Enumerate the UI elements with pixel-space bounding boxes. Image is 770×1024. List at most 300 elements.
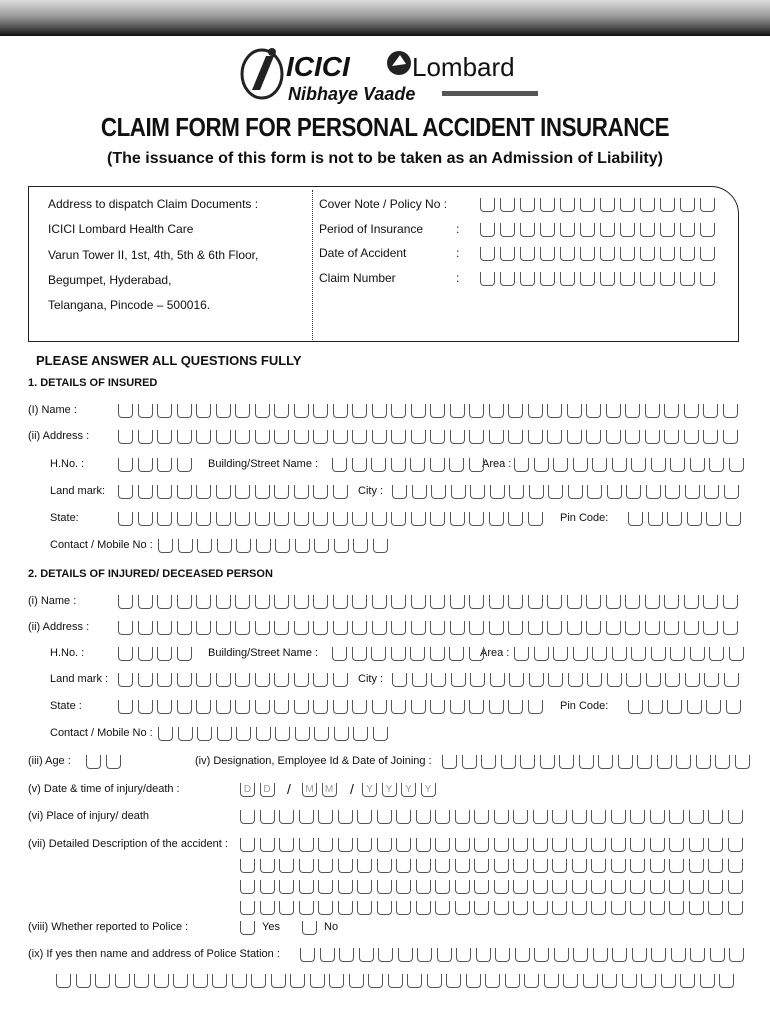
s2-pin-box[interactable] [667,700,682,714]
s2-station-box[interactable] [320,948,335,962]
s1-contact-box[interactable] [197,539,212,553]
s1-contact-box[interactable] [256,539,271,553]
s2-contact-box[interactable] [275,727,290,741]
s2-place-box[interactable] [591,810,606,824]
s2-name-box[interactable] [586,595,601,609]
s2-address-box[interactable] [118,621,133,635]
s1-name-box[interactable] [118,404,133,418]
s1-name-box[interactable] [391,404,406,418]
s1-address-box[interactable] [547,430,562,444]
policy-number-box[interactable] [580,198,595,212]
s2-state-box[interactable] [294,700,309,714]
s2-place-box[interactable] [572,810,587,824]
s1-address-box[interactable] [489,430,504,444]
s2-address-box[interactable] [508,621,523,635]
s1-state-box[interactable] [294,512,309,526]
s2-station-2-box[interactable] [56,974,71,988]
s2-description-4-box[interactable] [611,901,626,915]
s2-name-box[interactable] [528,595,543,609]
s2-place-box[interactable] [533,810,548,824]
s2-description-2-box[interactable] [338,859,353,873]
s2-description-3-box[interactable] [279,880,294,894]
s2-name-box[interactable] [703,595,718,609]
date-accident-box[interactable] [620,247,635,261]
s2-description-4-box[interactable] [338,901,353,915]
s2-state-box[interactable] [352,700,367,714]
s1-area-box[interactable] [670,458,685,472]
s2-description-4-box[interactable] [630,901,645,915]
s2-description-1-box[interactable] [416,838,431,852]
s2-description-2-box[interactable] [279,859,294,873]
s2-city-box[interactable] [587,673,602,687]
s2-station-2-box[interactable] [466,974,481,988]
s1-name-box[interactable] [138,404,153,418]
s2-address-box[interactable] [703,621,718,635]
s2-state-box[interactable] [508,700,523,714]
s2-name-box[interactable] [489,595,504,609]
s2-description-2-box[interactable] [357,859,372,873]
s1-address-box[interactable] [450,430,465,444]
s1-contact-box[interactable] [353,539,368,553]
s2-state-box[interactable] [450,700,465,714]
s2-station-2-box[interactable] [349,974,364,988]
s2-description-1-box[interactable] [474,838,489,852]
s1-city-box[interactable] [607,485,622,499]
s2-description-2-box[interactable] [435,859,450,873]
s1-name-box[interactable] [489,404,504,418]
s2-description-4-box[interactable] [591,901,606,915]
s2-station-2-box[interactable] [407,974,422,988]
s1-state-box[interactable] [430,512,445,526]
s2-pin-box[interactable] [648,700,663,714]
s2-designation-box[interactable] [696,755,711,769]
s2-description-1-box[interactable] [572,838,587,852]
s2-area-box[interactable] [651,647,666,661]
s2-name-box[interactable] [216,595,231,609]
s1-name-box[interactable] [352,404,367,418]
s2-contact-box[interactable] [217,727,232,741]
s2-state-box[interactable] [489,700,504,714]
s2-place-box[interactable] [708,810,723,824]
s1-name-box[interactable] [528,404,543,418]
s2-contact-box[interactable] [314,727,329,741]
s1-name-box[interactable] [372,404,387,418]
s1-address-box[interactable] [157,430,172,444]
s1-address-box[interactable] [118,430,133,444]
s2-age-box[interactable] [86,755,101,769]
s2-address-box[interactable] [157,621,172,635]
s1-building-box[interactable] [391,458,406,472]
s2-station-2-box[interactable] [563,974,578,988]
s1-building-box[interactable] [352,458,367,472]
date-accident-box[interactable] [600,247,615,261]
s2-description-4-box[interactable] [435,901,450,915]
date-accident-box[interactable] [580,247,595,261]
s2-area-box[interactable] [670,647,685,661]
s2-description-3-box[interactable] [513,880,528,894]
s2-landmark-box[interactable] [255,673,270,687]
s1-name-box[interactable] [196,404,211,418]
s1-state-box[interactable] [372,512,387,526]
s2-area-box[interactable] [709,647,724,661]
s2-description-3-box[interactable] [669,880,684,894]
s1-hno-box[interactable] [177,458,192,472]
s2-station-2-box[interactable] [505,974,520,988]
s2-description-3-box[interactable] [260,880,275,894]
s2-station-2-box[interactable] [524,974,539,988]
s2-designation-box[interactable] [540,755,555,769]
s2-building-box[interactable] [469,647,484,661]
s2-address-box[interactable] [528,621,543,635]
policy-number-box[interactable] [680,198,695,212]
s2-description-2-box[interactable] [630,859,645,873]
s2-name-box[interactable] [723,595,738,609]
s2-name-box[interactable] [157,595,172,609]
s2-name-box[interactable] [235,595,250,609]
s1-name-box[interactable] [216,404,231,418]
s2-designation-box[interactable] [559,755,574,769]
s1-name-box[interactable] [255,404,270,418]
period-box[interactable] [660,223,675,237]
s2-station-box[interactable] [612,948,627,962]
s2-station-box[interactable] [300,948,315,962]
s2-state-box[interactable] [430,700,445,714]
s2-city-box[interactable] [431,673,446,687]
s2-area-box[interactable] [612,647,627,661]
s1-landmark-box[interactable] [177,485,192,499]
s2-city-box[interactable] [392,673,407,687]
s1-hno-box[interactable] [157,458,172,472]
s2-description-3-box[interactable] [396,880,411,894]
s1-hno-box[interactable] [138,458,153,472]
s2-area-box[interactable] [592,647,607,661]
s1-city-box[interactable] [548,485,563,499]
s2-description-1-box[interactable] [318,838,333,852]
s2-contact-box[interactable] [334,727,349,741]
s1-state-box[interactable] [313,512,328,526]
s1-contact-box[interactable] [334,539,349,553]
date-accident-box[interactable] [700,247,715,261]
period-box[interactable] [600,223,615,237]
period-box[interactable] [520,223,535,237]
s1-landmark-box[interactable] [118,485,133,499]
s2-name-box[interactable] [567,595,582,609]
s1-city-box[interactable] [509,485,524,499]
s1-city-box[interactable] [470,485,485,499]
s1-landmark-box[interactable] [294,485,309,499]
s2-station-box[interactable] [515,948,530,962]
s1-name-box[interactable] [606,404,621,418]
s1-city-box[interactable] [704,485,719,499]
s1-state-box[interactable] [138,512,153,526]
s2-description-1-box[interactable] [630,838,645,852]
date-accident-box[interactable] [540,247,555,261]
s2-station-2-box[interactable] [661,974,676,988]
s2-description-4-box[interactable] [279,901,294,915]
s2-state-box[interactable] [469,700,484,714]
s2-city-box[interactable] [529,673,544,687]
s2-landmark-box[interactable] [216,673,231,687]
s2-landmark-box[interactable] [118,673,133,687]
s1-address-box[interactable] [274,430,289,444]
s2-state-box[interactable] [372,700,387,714]
s2-description-3-box[interactable] [650,880,665,894]
s2-pin-box[interactable] [628,700,643,714]
s2-name-box[interactable] [138,595,153,609]
s2-description-1-box[interactable] [552,838,567,852]
s2-station-box[interactable] [476,948,491,962]
s1-name-box[interactable] [684,404,699,418]
s2-address-box[interactable] [450,621,465,635]
s2-description-3-box[interactable] [572,880,587,894]
s2-name-box[interactable] [333,595,348,609]
s2-state-box[interactable] [391,700,406,714]
s2-station-2-box[interactable] [700,974,715,988]
s2-building-box[interactable] [449,647,464,661]
s2-description-3-box[interactable] [591,880,606,894]
s2-address-box[interactable] [645,621,660,635]
s1-name-box[interactable] [645,404,660,418]
s2-address-box[interactable] [430,621,445,635]
s1-name-box[interactable] [664,404,679,418]
s2-description-4-box[interactable] [513,901,528,915]
s2-description-3-box[interactable] [338,880,353,894]
s1-pin-box[interactable] [706,512,721,526]
s2-designation-box[interactable] [462,755,477,769]
s2-description-4-box[interactable] [533,901,548,915]
s2-designation-box[interactable] [442,755,457,769]
s1-contact-box[interactable] [217,539,232,553]
s2-state-box[interactable] [274,700,289,714]
s1-address-box[interactable] [177,430,192,444]
s1-building-box[interactable] [449,458,464,472]
s2-designation-box[interactable] [676,755,691,769]
s2-pin-box[interactable] [726,700,741,714]
claim-number-box[interactable] [540,272,555,286]
s1-landmark-box[interactable] [196,485,211,499]
s1-state-box[interactable] [528,512,543,526]
s2-place-box[interactable] [474,810,489,824]
s2-station-box[interactable] [729,948,744,962]
s1-city-box[interactable] [451,485,466,499]
s1-name-box[interactable] [274,404,289,418]
s2-description-3-box[interactable] [552,880,567,894]
s2-description-4-box[interactable] [708,901,723,915]
s2-building-box[interactable] [332,647,347,661]
s2-state-box[interactable] [528,700,543,714]
s2-address-box[interactable] [489,621,504,635]
s2-landmark-box[interactable] [313,673,328,687]
s2-description-1-box[interactable] [338,838,353,852]
s2-state-box[interactable] [138,700,153,714]
policy-number-box[interactable] [660,198,675,212]
s2-state-box[interactable] [196,700,211,714]
s2-place-box[interactable] [552,810,567,824]
s2-name-box[interactable] [352,595,367,609]
s2-place-box[interactable] [669,810,684,824]
claim-number-box[interactable] [620,272,635,286]
s2-name-box[interactable] [391,595,406,609]
s2-landmark-box[interactable] [274,673,289,687]
s2-station-2-box[interactable] [76,974,91,988]
s2-state-box[interactable] [118,700,133,714]
s1-address-box[interactable] [469,430,484,444]
s1-building-box[interactable] [371,458,386,472]
s2-station-2-box[interactable] [641,974,656,988]
s1-landmark-box[interactable] [138,485,153,499]
claim-number-box[interactable] [580,272,595,286]
s2-station-2-box[interactable] [719,974,734,988]
date-accident-box[interactable] [640,247,655,261]
s2-description-1-box[interactable] [279,838,294,852]
s2-landmark-box[interactable] [138,673,153,687]
s1-contact-box[interactable] [314,539,329,553]
s2-address-box[interactable] [255,621,270,635]
s2-description-1-box[interactable] [708,838,723,852]
s1-name-box[interactable] [508,404,523,418]
s1-address-box[interactable] [567,430,582,444]
s1-contact-box[interactable] [373,539,388,553]
s2-state-box[interactable] [333,700,348,714]
s2-building-box[interactable] [391,647,406,661]
s2-station-2-box[interactable] [173,974,188,988]
s1-area-box[interactable] [553,458,568,472]
s2-station-box[interactable] [671,948,686,962]
s2-description-3-box[interactable] [630,880,645,894]
s2-description-1-box[interactable] [533,838,548,852]
s2-station-box[interactable] [339,948,354,962]
s2-station-box[interactable] [534,948,549,962]
s2-description-2-box[interactable] [299,859,314,873]
s1-landmark-box[interactable] [333,485,348,499]
s1-city-box[interactable] [412,485,427,499]
s2-address-box[interactable] [138,621,153,635]
s2-address-box[interactable] [391,621,406,635]
s2-description-2-box[interactable] [533,859,548,873]
s2-name-box[interactable] [450,595,465,609]
s2-station-2-box[interactable] [329,974,344,988]
s1-name-box[interactable] [294,404,309,418]
claim-number-box[interactable] [600,272,615,286]
s2-place-box[interactable] [455,810,470,824]
s2-city-box[interactable] [626,673,641,687]
s2-station-2-box[interactable] [388,974,403,988]
s2-description-4-box[interactable] [650,901,665,915]
s1-name-box[interactable] [703,404,718,418]
s2-place-box[interactable] [630,810,645,824]
s2-city-box[interactable] [548,673,563,687]
s2-address-box[interactable] [352,621,367,635]
s2-building-box[interactable] [371,647,386,661]
s2-place-box[interactable] [318,810,333,824]
s2-description-3-box[interactable] [299,880,314,894]
period-box[interactable] [680,223,695,237]
s1-name-box[interactable] [625,404,640,418]
s1-area-box[interactable] [514,458,529,472]
s1-address-box[interactable] [703,430,718,444]
s1-pin-box[interactable] [726,512,741,526]
s2-description-1-box[interactable] [494,838,509,852]
s1-landmark-box[interactable] [216,485,231,499]
s2-station-2-box[interactable] [427,974,442,988]
s2-description-3-box[interactable] [611,880,626,894]
s2-area-box[interactable] [631,647,646,661]
s2-designation-box[interactable] [618,755,633,769]
s2-contact-box[interactable] [295,727,310,741]
s2-description-1-box[interactable] [357,838,372,852]
s2-contact-box[interactable] [178,727,193,741]
s1-state-box[interactable] [411,512,426,526]
s2-address-box[interactable] [216,621,231,635]
s1-state-box[interactable] [469,512,484,526]
s2-name-box[interactable] [313,595,328,609]
s1-name-box[interactable] [469,404,484,418]
s1-contact-box[interactable] [295,539,310,553]
s1-address-box[interactable] [391,430,406,444]
s2-description-2-box[interactable] [455,859,470,873]
s1-name-box[interactable] [235,404,250,418]
s1-contact-box[interactable] [275,539,290,553]
s2-designation-box[interactable] [501,755,516,769]
policy-number-box[interactable] [560,198,575,212]
s2-description-3-box[interactable] [435,880,450,894]
s2-station-2-box[interactable] [544,974,559,988]
claim-number-box[interactable] [480,272,495,286]
s1-landmark-box[interactable] [313,485,328,499]
s1-address-box[interactable] [294,430,309,444]
date-accident-box[interactable] [560,247,575,261]
s2-description-1-box[interactable] [240,838,255,852]
s2-name-box[interactable] [547,595,562,609]
s1-area-box[interactable] [690,458,705,472]
s2-description-3-box[interactable] [318,880,333,894]
claim-number-box[interactable] [560,272,575,286]
s1-name-box[interactable] [586,404,601,418]
s1-address-box[interactable] [255,430,270,444]
s2-description-3-box[interactable] [455,880,470,894]
s1-state-box[interactable] [352,512,367,526]
police-no-box[interactable] [302,921,317,935]
s2-station-box[interactable] [495,948,510,962]
s2-place-box[interactable] [611,810,626,824]
s2-description-3-box[interactable] [240,880,255,894]
s2-station-2-box[interactable] [251,974,266,988]
s2-place-box[interactable] [240,810,255,824]
s2-description-1-box[interactable] [435,838,450,852]
date-accident-box[interactable] [660,247,675,261]
s2-designation-box[interactable] [520,755,535,769]
s2-name-box[interactable] [469,595,484,609]
s2-station-2-box[interactable] [232,974,247,988]
s2-address-box[interactable] [547,621,562,635]
s2-area-box[interactable] [573,647,588,661]
s2-station-box[interactable] [359,948,374,962]
s1-contact-box[interactable] [158,539,173,553]
s1-state-box[interactable] [391,512,406,526]
s2-station-2-box[interactable] [154,974,169,988]
s2-description-1-box[interactable] [299,838,314,852]
s2-description-3-box[interactable] [416,880,431,894]
s2-city-box[interactable] [412,673,427,687]
s2-place-box[interactable] [435,810,450,824]
s2-place-box[interactable] [689,810,704,824]
s2-name-box[interactable] [508,595,523,609]
s2-address-box[interactable] [313,621,328,635]
s1-pin-box[interactable] [667,512,682,526]
s1-address-box[interactable] [723,430,738,444]
s1-city-box[interactable] [568,485,583,499]
s2-city-box[interactable] [724,673,739,687]
